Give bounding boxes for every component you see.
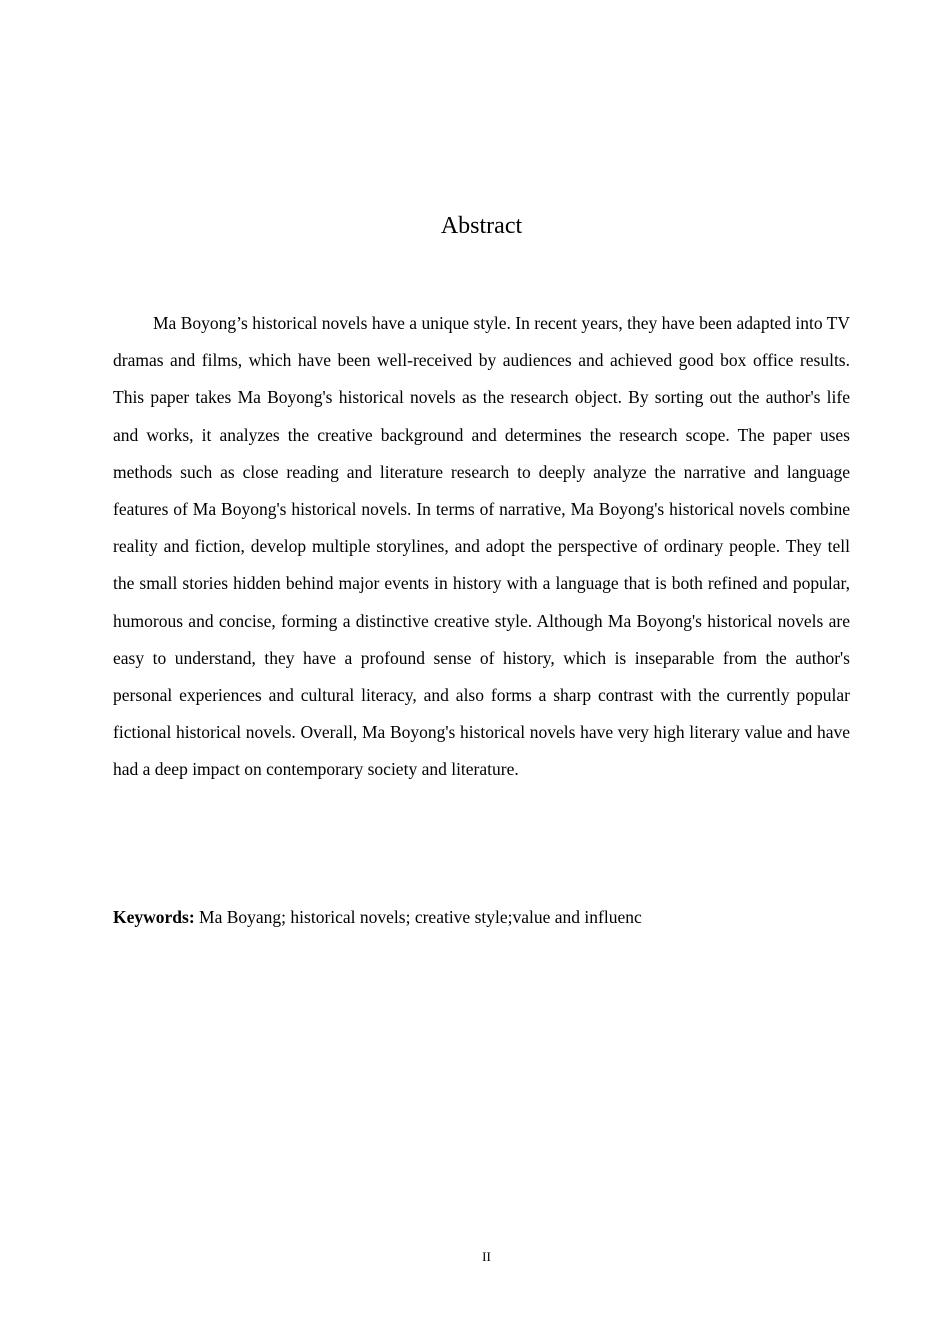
keywords-text: Ma Boyang; historical novels; creative style;value and influenc	[199, 907, 642, 927]
keywords-label: Keywords:	[113, 907, 195, 927]
page-number: II	[482, 1249, 491, 1264]
keywords-line	[113, 900, 850, 934]
page-title: Abstract	[440, 213, 523, 239]
abstract-paragraph: Ma Boyong’s historical novels have a unique style. In recent years, they have been adapted into TV dramas and films, which have been well-received by audiences and achieved good box office results. This paper takes Ma Boyong's historical novels as the research object. By sorting out the author's life and works, it analyzes the creative background and determines the research scope. The paper uses methods such as close reading and literature research to deeply analyze the narrative and language features of Ma Boyong's historical novels. In terms of narrative, Ma Boyong's historical novels combine reality and fiction, develop multiple storylines, and adopt the perspective of ordinary people. They tell the small stories hidden behind major events in history with a language that is both refined and popular, humorous and concise, forming a distinctive creative style. Although Ma Boyong's historical novels are easy to understand, they have a profound sense of history, which is inseparable from the author's personal experiences and cultural literacy, and also forms a sharp contrast with the currently popular fictional historical novels. Overall, Ma Boyong's historical novels have very high literary value and have had a deep impact on contemporary society and literature.	[113, 313, 850, 780]
